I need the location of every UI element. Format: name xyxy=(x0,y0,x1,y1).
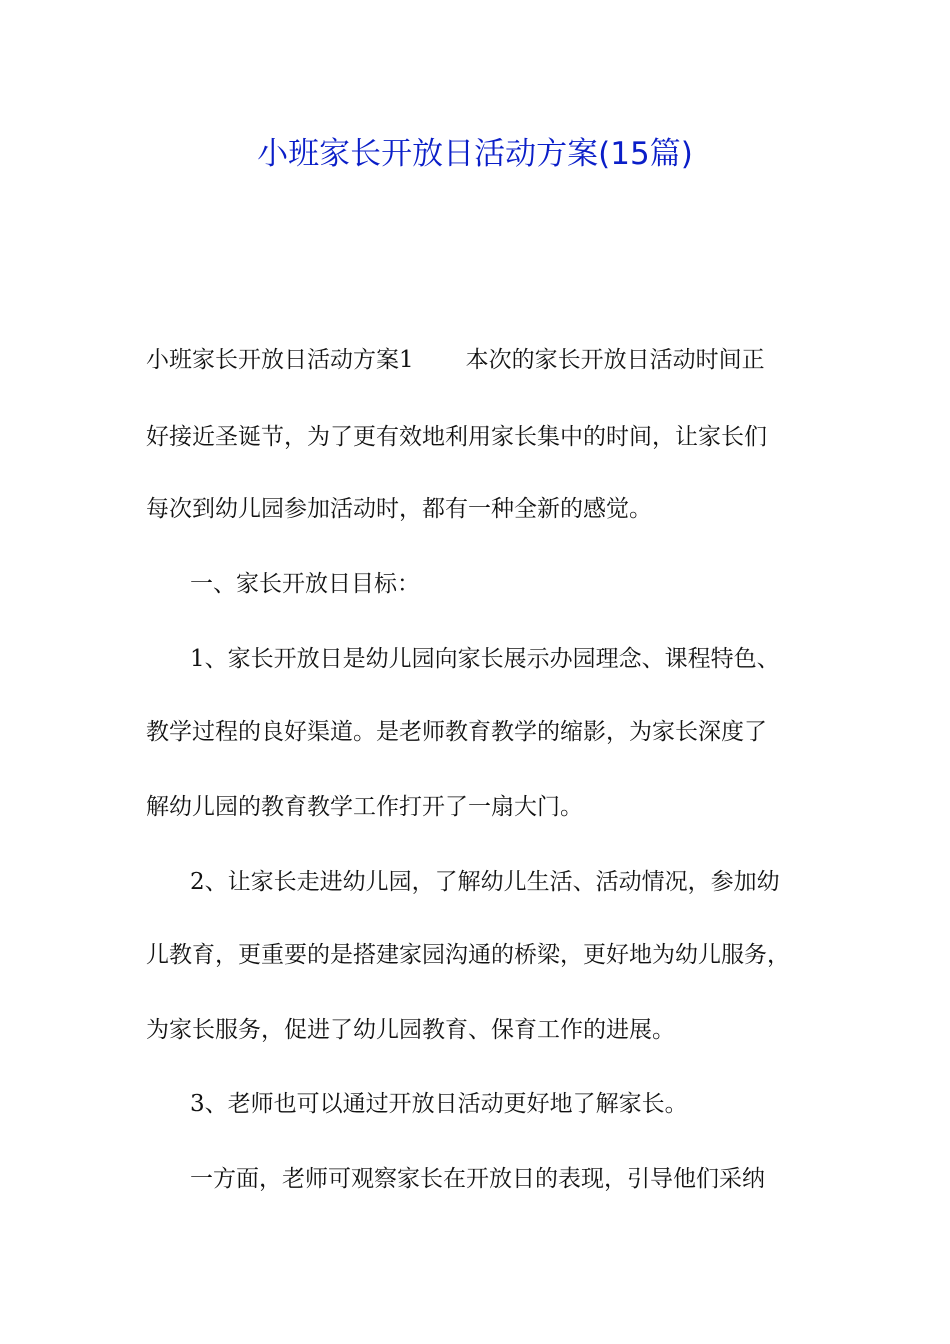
text-line-8: 2、让家长走进幼儿园，了解幼儿生活、活动情况，参加幼 xyxy=(190,869,780,895)
text-line-4: 一、家长开放日目标： xyxy=(190,571,420,597)
section-heading-inline: 小班家长开放日活动方案1 xyxy=(146,347,414,373)
document-title: 小班家长开放日活动方案(15篇) xyxy=(257,136,693,172)
text-line-12: 一方面，老师可观察家长在开放日的表现，引导他们采纳 xyxy=(190,1166,765,1192)
text-line-2: 好接近圣诞节，为了更有效地利用家长集中的时间，让家长们 xyxy=(146,424,767,450)
text-line-11: 3、老师也可以通过开放日活动更好地了解家长。 xyxy=(190,1091,688,1117)
text-line-9: 儿教育，更重要的是搭建家园沟通的桥梁，更好地为幼儿服务， xyxy=(146,942,790,968)
text-line-10: 为家长服务，促进了幼儿园教育、保育工作的进展。 xyxy=(146,1017,675,1043)
text-line-3: 每次到幼儿园参加活动时，都有一种全新的感觉。 xyxy=(146,496,652,522)
text-line-1 xyxy=(146,342,836,378)
text-line-6: 教学过程的良好渠道。是老师教育教学的缩影，为家长深度了 xyxy=(146,719,767,745)
text-line-5: 1、家长开放日是幼儿园向家长展示办园理念、课程特色、 xyxy=(190,646,780,672)
text-line-7: 解幼儿园的教育教学工作打开了一扇大门。 xyxy=(146,794,583,820)
paragraph-start: 本次的家长开放日活动时间正 xyxy=(465,347,765,373)
